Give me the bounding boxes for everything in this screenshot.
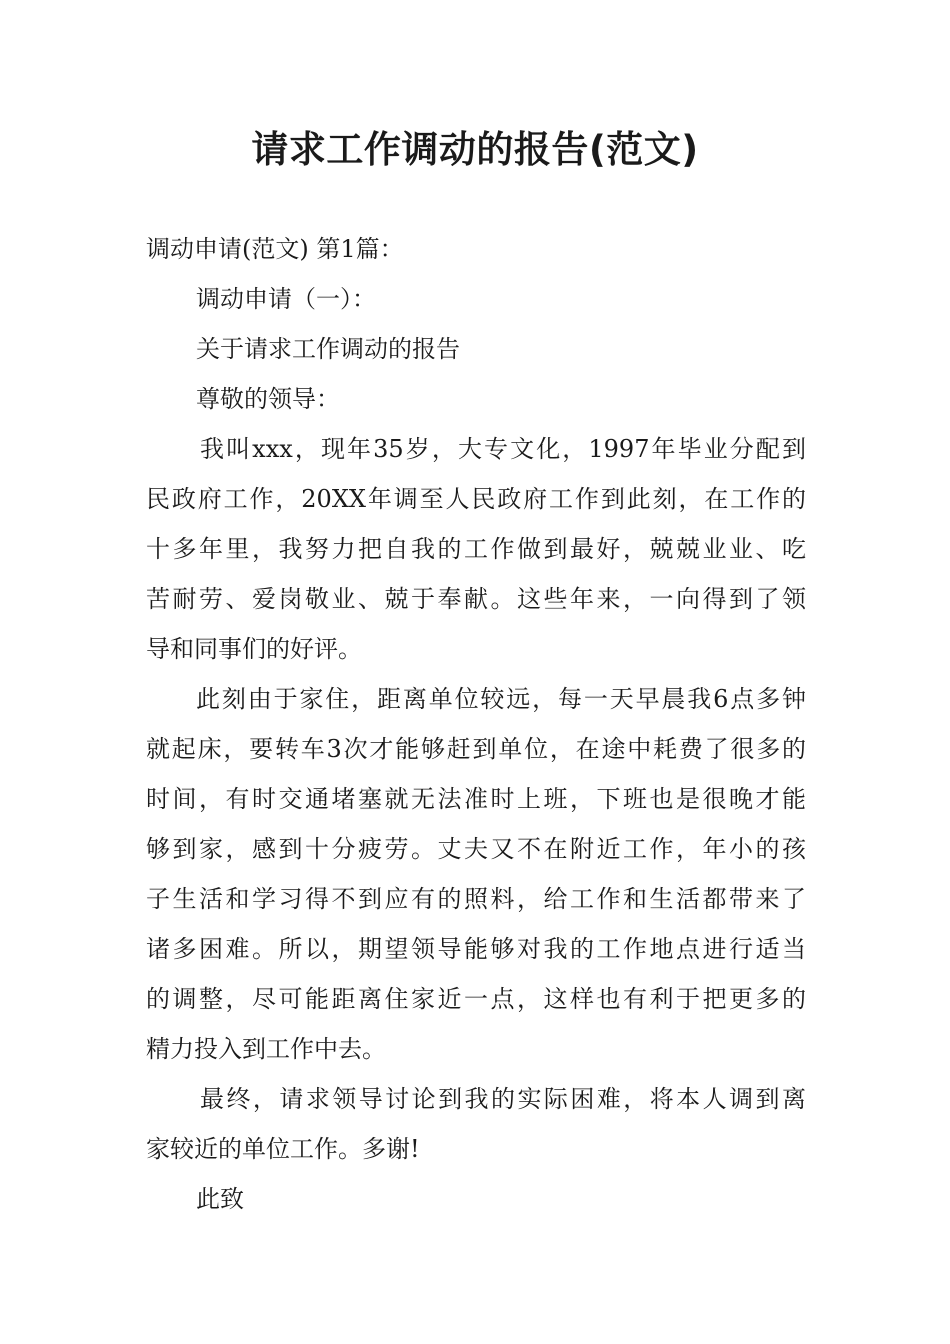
paragraph-1-line-4: 苦耐劳、爱岗敬业、兢于奉献。这些年来，一向得到了领 (146, 585, 806, 613)
paragraph-2-line-2: 就起床，要转车3次才能够赶到单位，在途中耗费了很多的 (146, 735, 806, 763)
closing-phrase: 此致 (196, 1185, 244, 1213)
document-title: 请求工作调动的报告(范文) (251, 128, 699, 171)
paragraph-1-line-1: 我叫xxx，现年35岁，大专文化，1997年毕业分配到 (200, 435, 806, 463)
paragraph-2-line-7: 的调整，尽可能距离住家近一点，这样也有利于把更多的 (146, 985, 806, 1013)
paragraph-2-line-1: 此刻由于家住，距离单位较远，每一天早晨我6点多钟 (196, 685, 806, 713)
report-subject: 关于请求工作调动的报告 (196, 335, 460, 363)
paragraph-3-line-2: 家较近的单位工作。多谢! (146, 1135, 420, 1163)
paragraph-1-line-5: 导和同事们的好评。 (146, 635, 362, 663)
paragraph-2-line-4: 够到家，感到十分疲劳。丈夫又不在附近工作，年小的孩 (146, 835, 806, 863)
paragraph-2-line-6: 诸多困难。所以，期望领导能够对我的工作地点进行适当 (146, 935, 806, 963)
paragraph-1-line-3: 十多年里，我努力把自我的工作做到最好，兢兢业业、吃 (146, 535, 806, 563)
paragraph-3-line-1: 最终，请求领导讨论到我的实际困难，将本人调到离 (200, 1085, 806, 1113)
section-heading: 调动申请(范文) 第1篇： (146, 235, 404, 263)
paragraph-2-line-8: 精力投入到工作中去。 (146, 1035, 386, 1063)
paragraph-1-line-2: 民政府工作，20XX年调至人民政府工作到此刻，在工作的 (146, 485, 806, 513)
paragraph-2-line-5: 子生活和学习得不到应有的照料，给工作和生活都带来了 (146, 885, 806, 913)
application-subheading: 调动申请（一）： (196, 285, 376, 313)
paragraph-2-line-3: 时间，有时交通堵塞就无法准时上班，下班也是很晚才能 (146, 785, 806, 813)
document-body (146, 224, 806, 1224)
salutation: 尊敬的领导： (196, 385, 340, 413)
